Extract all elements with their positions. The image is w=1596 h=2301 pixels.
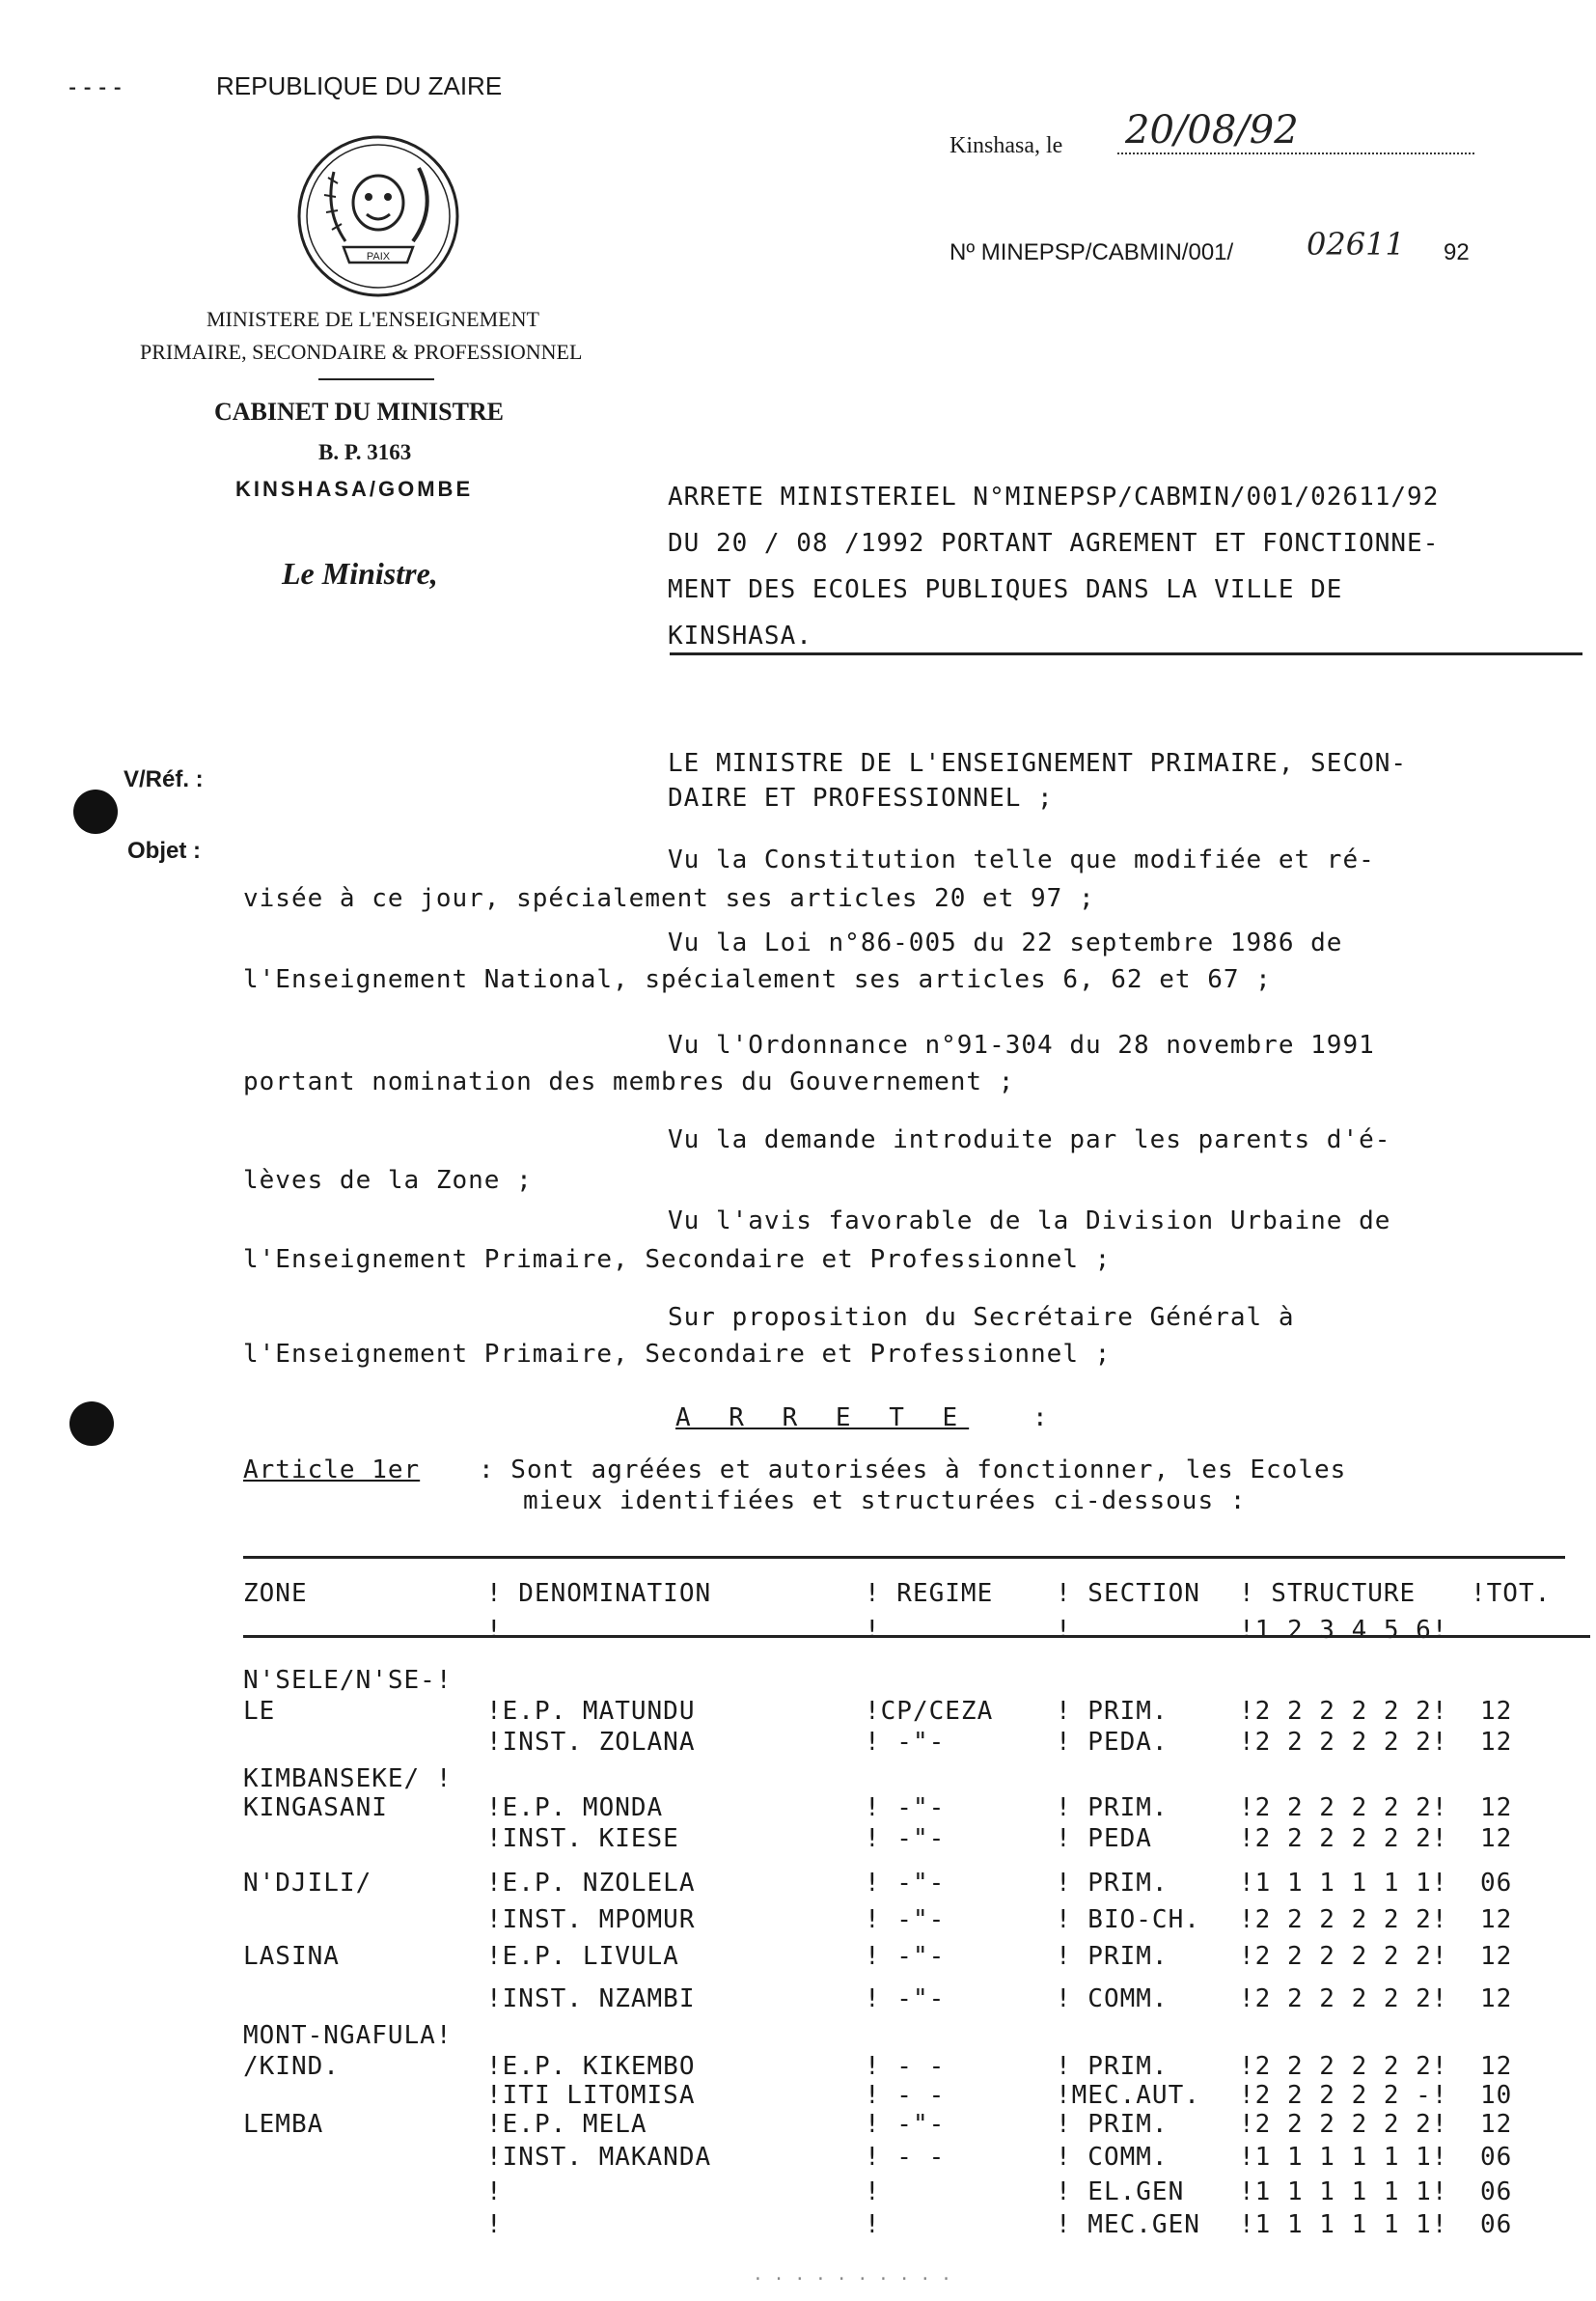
table-row-structure: !2 2 2 2 2 -! xyxy=(1239,2081,1448,2110)
table-row-structure: !2 2 2 2 2 2! xyxy=(1239,1905,1448,1934)
col-header-sep: ! xyxy=(1056,1616,1072,1645)
city-line: KINSHASA/GOMBE xyxy=(235,477,474,501)
seal-motto: PAIX xyxy=(366,251,391,263)
article-1-line-2: mieux identifiées et structurées ci-dessous : xyxy=(523,1486,1247,1515)
coat-of-arms-seal xyxy=(295,133,461,299)
arrete-title-line-1: ARRETE MINISTERIEL N°MINEPSP/CABMIN/001/02611/92 xyxy=(668,483,1440,512)
table-row-structure: !2 2 2 2 2 2! xyxy=(1239,2110,1448,2139)
body-line: l'Enseignement Primaire, Secondaire et Professionnel ; xyxy=(243,1340,1112,1369)
date-label: Kinshasa, le xyxy=(949,133,1063,158)
table-row-structure: !2 2 2 2 2 2! xyxy=(1239,1824,1448,1853)
signatory-title: Le Ministre, xyxy=(282,556,438,591)
body-line: Vu l'Ordonnance n°91-304 du 28 novembre 1991 xyxy=(668,1031,1375,1060)
table-row-total: 12 xyxy=(1480,1728,1513,1757)
table-row-denomination: ! xyxy=(486,2177,503,2206)
table-row-section: ! PEDA xyxy=(1056,1824,1152,1853)
table-row-structure: !2 2 2 2 2 2! xyxy=(1239,1697,1448,1726)
table-row-structure: !1 1 1 1 1 1! xyxy=(1239,2177,1448,2206)
date-underline xyxy=(1117,152,1474,154)
body-line: Sur proposition du Secrétaire Général à xyxy=(668,1303,1295,1332)
body-line: l'Enseignement National, spécialement ses articles 6, 62 et 67 ; xyxy=(243,965,1272,994)
body-line: Vu la Constitution telle que modifiée et ré- xyxy=(668,846,1375,874)
col-header-total: !TOT. xyxy=(1471,1579,1552,1608)
table-row-denomination: !E.P. NZOLELA xyxy=(486,1869,696,1898)
table-row-zone: KINGASANI xyxy=(243,1793,388,1822)
table-row-zone: N'SELE/N'SE-! xyxy=(243,1666,453,1695)
table-row-denomination: !INST. ZOLANA xyxy=(486,1728,696,1757)
table-row-denomination: !E.P. MELA xyxy=(486,2110,647,2139)
body-line: visée à ce jour, spécialement ses articles 20 et 97 ; xyxy=(243,884,1095,913)
punch-hole-top xyxy=(73,790,118,834)
table-row-zone: MONT-NGAFULA! xyxy=(243,2021,453,2050)
table-header-rule xyxy=(243,1635,1590,1638)
table-row-zone: LEMBA xyxy=(243,2110,324,2139)
table-row-regime: ! xyxy=(865,2210,881,2239)
margin-mark: ⁃ ⁃ ⁃ ⁃ xyxy=(68,79,123,100)
table-row-zone: N'DJILI/ xyxy=(243,1869,372,1898)
col-header-denomination: ! DENOMINATION xyxy=(486,1579,712,1608)
table-row-section: ! PRIM. xyxy=(1056,1942,1169,1971)
table-top-rule xyxy=(243,1556,1565,1559)
table-row-section: ! COMM. xyxy=(1056,2143,1169,2172)
ministry-line-2: PRIMAIRE, SECONDAIRE & PROFESSIONNEL xyxy=(140,340,583,364)
table-row-total: 06 xyxy=(1480,2177,1513,2206)
table-row-regime: ! - - xyxy=(865,2143,946,2172)
table-row-section: ! PEDA. xyxy=(1056,1728,1169,1757)
table-row-section: ! PRIM. xyxy=(1056,2110,1169,2139)
col-header-sep: ! xyxy=(486,1616,503,1645)
table-row-total: 12 xyxy=(1480,1905,1513,1934)
arrete-title-line-2: DU 20 / 08 /1992 PORTANT AGREMENT ET FONCTIONNE- xyxy=(668,529,1440,558)
table-row-structure: !2 2 2 2 2 2! xyxy=(1239,1942,1448,1971)
table-row-regime: ! -"- xyxy=(865,1942,946,1971)
table-row-structure: !1 1 1 1 1 1! xyxy=(1239,2143,1448,2172)
body-line: LE MINISTRE DE L'ENSEIGNEMENT PRIMAIRE, SECON- xyxy=(668,749,1408,778)
table-row-regime: ! -"- xyxy=(865,1905,946,1934)
table-row-zone: KIMBANSEKE/ ! xyxy=(243,1764,453,1793)
table-row-denomination: !E.P. LIVULA xyxy=(486,1942,679,1971)
table-row-regime: !CP/CEZA xyxy=(865,1697,994,1726)
table-row-denomination: !INST. KIESE xyxy=(486,1824,679,1853)
table-row-structure: !2 2 2 2 2 2! xyxy=(1239,1728,1448,1757)
table-row-regime: ! - - xyxy=(865,2081,946,2110)
table-row-section: ! EL.GEN xyxy=(1056,2177,1185,2206)
col-header-section: ! SECTION xyxy=(1056,1579,1200,1608)
table-row-section: ! PRIM. xyxy=(1056,1697,1169,1726)
col-header-structure-numbers: !1 2 3 4 5 6! xyxy=(1239,1616,1448,1645)
table-row-denomination: ! xyxy=(486,2210,503,2239)
body-line: DAIRE ET PROFESSIONNEL ; xyxy=(668,784,1054,813)
table-row-section: ! PRIM. xyxy=(1056,1793,1169,1822)
body-line: Vu l'avis favorable de la Division Urbaine de xyxy=(668,1206,1391,1235)
body-line: lèves de la Zone ; xyxy=(243,1166,533,1195)
table-row-denomination: !INST. MAKANDA xyxy=(486,2143,712,2172)
table-row-regime: ! -"- xyxy=(865,1728,946,1757)
body-line: l'Enseignement Primaire, Secondaire et Professionnel ; xyxy=(243,1245,1112,1274)
table-row-structure: !2 2 2 2 2 2! xyxy=(1239,1793,1448,1822)
arrete-title-line-3: MENT DES ECOLES PUBLIQUES DANS LA VILLE DE xyxy=(668,575,1343,604)
table-row-denomination: !INST. MPOMUR xyxy=(486,1905,696,1934)
your-reference-label: V/Réf. : xyxy=(124,766,204,792)
table-row-section: !MEC.AUT. xyxy=(1056,2081,1200,2110)
table-row-total: 12 xyxy=(1480,1697,1513,1726)
body-line: Vu la demande introduite par les parents d'é- xyxy=(668,1125,1391,1154)
table-row-section: ! COMM. xyxy=(1056,1984,1169,2013)
republic-header: REPUBLIQUE DU ZAIRE xyxy=(216,71,503,100)
table-row-total: 12 xyxy=(1480,1942,1513,1971)
table-row-total: 12 xyxy=(1480,2052,1513,2081)
table-row-regime: ! -"- xyxy=(865,1869,946,1898)
table-row-zone: LE xyxy=(243,1697,276,1726)
col-header-sep: ! xyxy=(865,1616,881,1645)
subject-label: Objet : xyxy=(127,838,201,864)
arrete-title-underline xyxy=(670,652,1582,655)
table-row-section: ! MEC.GEN xyxy=(1056,2210,1200,2239)
table-row-zone: LASINA xyxy=(243,1942,340,1971)
col-header-zone: ZONE xyxy=(243,1579,308,1608)
table-row-regime: ! -"- xyxy=(865,1824,946,1853)
table-row-total: 10 xyxy=(1480,2081,1513,2110)
letterhead-divider xyxy=(318,378,434,380)
article-1-line-1: : Sont agréées et autorisées à fonctionner, les Ecoles xyxy=(479,1455,1347,1484)
table-row-denomination: !E.P. MATUNDU xyxy=(486,1697,696,1726)
col-header-regime: ! REGIME xyxy=(865,1579,994,1608)
handwritten-ref-number: 02611 xyxy=(1307,226,1405,263)
decree-heading-colon: : xyxy=(1032,1403,1049,1432)
table-row-section: ! PRIM. xyxy=(1056,2052,1169,2081)
table-row-structure: !2 2 2 2 2 2! xyxy=(1239,2052,1448,2081)
reference-number-label: Nº MINEPSP/CABMIN/001/ xyxy=(949,239,1234,265)
table-row-total: 12 xyxy=(1480,1793,1513,1822)
table-row-section: ! BIO-CH. xyxy=(1056,1905,1200,1934)
table-row-regime: ! xyxy=(865,2177,881,2206)
reference-year: 92 xyxy=(1444,239,1470,265)
col-header-structure: ! STRUCTURE xyxy=(1239,1579,1417,1608)
punch-hole-bottom xyxy=(69,1401,114,1446)
table-row-regime: ! -"- xyxy=(865,1793,946,1822)
table-row-denomination: !ITI LITOMISA xyxy=(486,2081,696,2110)
article-1-label: Article 1er xyxy=(243,1455,421,1484)
table-row-section: ! PRIM. xyxy=(1056,1869,1169,1898)
table-row-denomination: !E.P. MONDA xyxy=(486,1793,664,1822)
table-row-denomination: !E.P. KIKEMBO xyxy=(486,2052,696,2081)
postal-box: B. P. 3163 xyxy=(318,440,412,464)
table-row-structure: !2 2 2 2 2 2! xyxy=(1239,1984,1448,2013)
table-row-denomination: !INST. NZAMBI xyxy=(486,1984,696,2013)
cabinet-title: CABINET DU MINISTRE xyxy=(214,398,505,426)
table-row-regime: ! -"- xyxy=(865,2110,946,2139)
table-row-total: 06 xyxy=(1480,2143,1513,2172)
table-row-total: 06 xyxy=(1480,2210,1513,2239)
body-line: portant nomination des membres du Gouvernement ; xyxy=(243,1067,1015,1096)
handwritten-date: 20/08/92 xyxy=(1125,108,1299,152)
table-row-regime: ! -"- xyxy=(865,1984,946,2013)
decree-heading: A R R E T E xyxy=(675,1403,970,1432)
body-line: Vu la Loi n°86-005 du 22 septembre 1986 de xyxy=(668,929,1343,957)
table-row-regime: ! - - xyxy=(865,2052,946,2081)
table-row-structure: !1 1 1 1 1 1! xyxy=(1239,1869,1448,1898)
scan-noise-dots: . . . . . . . . . . xyxy=(753,2264,951,2285)
ministry-line-1: MINISTERE DE L'ENSEIGNEMENT xyxy=(206,307,539,331)
table-row-structure: !1 1 1 1 1 1! xyxy=(1239,2210,1448,2239)
table-row-total: 12 xyxy=(1480,1984,1513,2013)
table-row-total: 12 xyxy=(1480,1824,1513,1853)
table-row-total: 06 xyxy=(1480,1869,1513,1898)
table-row-total: 12 xyxy=(1480,2110,1513,2139)
table-row-zone: /KIND. xyxy=(243,2052,340,2081)
arrete-title-line-4: KINSHASA. xyxy=(668,622,812,651)
